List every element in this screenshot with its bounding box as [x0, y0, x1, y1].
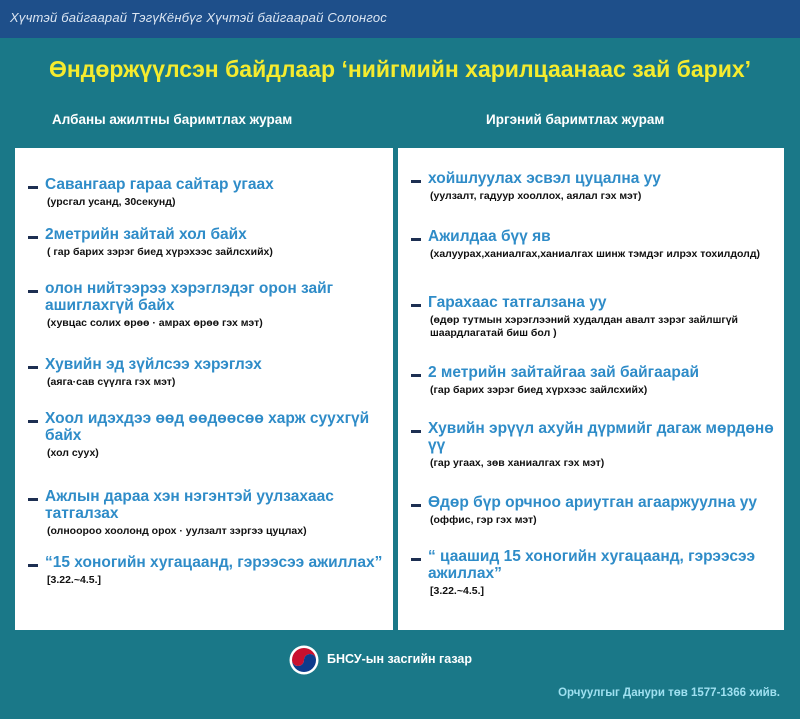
item-title: Хоол идэхдээ өөд өөдөөсөө харж суухгүй байх: [45, 410, 370, 444]
list-item: [398, 494, 778, 527]
bullet-dash-icon: [28, 236, 38, 239]
bullet-dash-icon: [411, 374, 421, 377]
item-title: Хувийн эд зүйлсээ хэрэглэх: [45, 356, 262, 373]
item-note: [3.22.~4.5.]: [47, 574, 101, 586]
item-title: “ цаашид 15 хоногийн хугацаанд, гэрээсээ ажиллах”: [428, 548, 756, 582]
item-note: (хувцас солих өрөө · амрах өрөө гэх мэт): [47, 317, 263, 329]
item-note: (гар угаах, зөв ханиалгах гэх мэт): [430, 457, 605, 469]
page-title: Өндөржүүлсэн байдлаар ‘нийгмийн харилцаанаас зай барих’: [48, 56, 752, 82]
bullet-dash-icon: [411, 504, 421, 507]
government-name: БНСУ-ын засгийн газар: [327, 652, 473, 666]
item-note: (халуурах,ханиалгах,ханиалгах шинж тэмдэг илрэх тохилдолд): [430, 248, 760, 260]
item-note: (аяга·сав сүүлга гэх мэт): [47, 376, 176, 388]
bullet-dash-icon: [411, 558, 421, 561]
breadcrumb: Хүчтэй байгаарай ТэгүКёнбүг Хүчтэй байгаарай Солонгос: [10, 10, 387, 25]
list-item: [15, 226, 387, 259]
list-item: [15, 176, 387, 209]
item-note: ( гар барих зэрэг биед хүрэхээс зайлсхийх): [47, 246, 273, 258]
officials-rules-panel: [15, 148, 393, 630]
translation-credit: Орчуулгыг Данури төв 1577-1366 хийв.: [558, 687, 780, 699]
item-title: “15 хоногийн хугацаанд, гэрээсээ ажиллах”: [45, 554, 383, 571]
list-item: [15, 554, 387, 587]
bullet-dash-icon: [411, 238, 421, 241]
item-title: Өдөр бүр орчноо ариутган агааржуулна уу: [428, 494, 758, 511]
list-item: [15, 356, 387, 389]
list-item: [15, 488, 387, 538]
officials-rules-heading: Албаны ажилтны баримтлах журам: [52, 112, 293, 127]
bullet-dash-icon: [411, 304, 421, 307]
item-note: (уулзалт, гадуур хооллох, аялал гэх мэт): [430, 190, 642, 202]
item-note: (урсгал усанд, 30секунд): [47, 196, 176, 208]
bullet-dash-icon: [28, 186, 38, 189]
item-title: Ажлын дараа хэн нэгэнтэй уулзахаас татгалзах: [45, 488, 334, 522]
item-title: Хувийн эрүүл ахуйн дүрмийг дагаж мөрдөнө үү: [428, 420, 774, 454]
list-item: [398, 170, 778, 203]
list-item: [398, 228, 778, 261]
top-banner: [0, 0, 800, 38]
list-item: [398, 364, 778, 397]
bullet-dash-icon: [411, 180, 421, 183]
item-note: (өдөр тутмын хэрэглээний худалдан авалт зэрэг зайлшгүй шаардлагатай биш бол ): [430, 314, 739, 339]
citizens-rules-heading: Иргэний баримтлах журам: [486, 112, 665, 127]
bullet-dash-icon: [28, 290, 38, 293]
item-note: (хол суух): [47, 447, 99, 459]
item-note: [3.22.~4.5.]: [430, 585, 484, 597]
item-title: Гарахаас татгалзана уу: [428, 294, 607, 311]
item-note: (оффис, гэр гэх мэт): [430, 514, 537, 526]
list-item: [15, 280, 387, 330]
item-title: хойшлуулах эсвэл цуцална уу: [428, 170, 661, 187]
list-item: [398, 420, 778, 470]
list-item: [398, 548, 778, 598]
item-title: Ажилдаа бүү яв: [428, 228, 551, 245]
bullet-dash-icon: [28, 498, 38, 501]
list-item: [398, 294, 778, 340]
taegeuk-emblem-icon: [289, 645, 319, 675]
bullet-dash-icon: [28, 420, 38, 423]
bullet-dash-icon: [28, 564, 38, 567]
item-title: 2метрийн зайтай хол байх: [45, 226, 247, 243]
bullet-dash-icon: [411, 430, 421, 433]
item-title: Савангаар гараа сайтар угаах: [45, 176, 274, 193]
item-note: (гар барих зэрэг биед хүрхээс зайлсхийх): [430, 384, 648, 396]
citizens-rules-panel: [398, 148, 784, 630]
item-title: олон нийтээрээ хэрэглэдэг орон зайг ашиглахгүй байх: [45, 280, 334, 314]
bullet-dash-icon: [28, 366, 38, 369]
list-item: [15, 410, 387, 460]
item-note: (олноороо хоолонд орох · уулзалт зэргээ цуцлах): [47, 525, 307, 537]
item-title: 2 метрийн зайтайгаа зай байгаарай: [428, 364, 699, 381]
